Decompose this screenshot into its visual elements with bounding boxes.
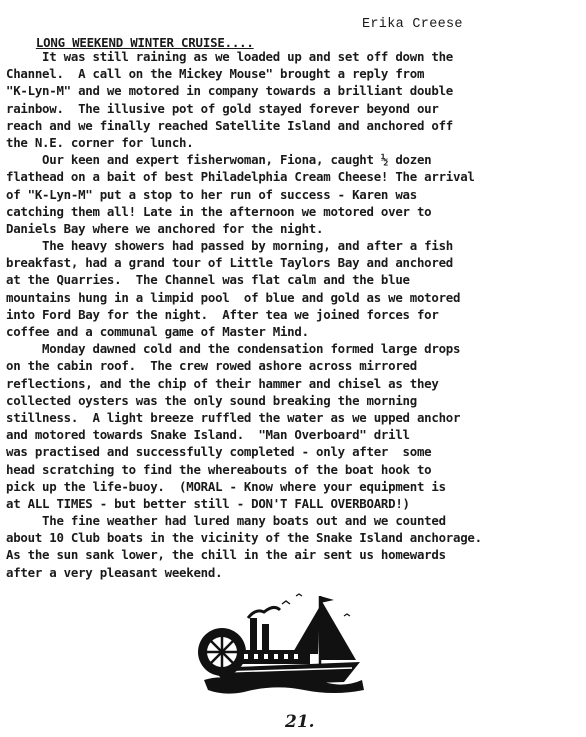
article-line: of "K-Lyn-M" put a stop to her run of success - Karen was bbox=[6, 186, 417, 202]
article-line: pick up the life-buoy. (MORAL - Know where your equipment is bbox=[6, 478, 446, 494]
page-number: 21. bbox=[285, 712, 315, 732]
article-line: on the cabin roof. The crew rowed ashore across mirrored bbox=[6, 358, 417, 374]
article-line: after a very pleasant weekend. bbox=[6, 564, 223, 580]
article-line: The heavy showers had passed by morning, and after a fish bbox=[6, 238, 454, 254]
article-line: mountains hung in a limpid pool of blue and gold as we motored bbox=[6, 289, 461, 305]
sailing-ship-icon bbox=[184, 590, 384, 705]
article-line: reflections, and the chip of their hammer and chisel as they bbox=[6, 375, 439, 391]
article-line: Monday dawned cold and the condensation formed large drops bbox=[6, 341, 461, 357]
article-line: flathead on a bait of best Philadelphia Cream Cheese! The arrival bbox=[6, 169, 475, 185]
article-line: It was still raining as we loaded up and set off down the bbox=[6, 49, 454, 64]
article-line: was practised and successfully completed - only after some bbox=[6, 444, 432, 460]
article-title: LONG WEEKEND WINTER CRUISE.... bbox=[35, 35, 254, 50]
article-line: catching them all! Late in the afternoon we motored over to bbox=[6, 203, 432, 219]
article-line: head scratching to find the whereabouts of the boat hook to bbox=[6, 461, 432, 477]
article-body bbox=[6, 48, 581, 581]
article-line: Channel. A call on the Mickey Mouse" brought a reply from bbox=[6, 66, 425, 82]
article-line: As the sun sank lower, the chill in the air sent us homewards bbox=[6, 547, 446, 563]
article-author: Erika Creese bbox=[362, 17, 463, 32]
article-line: into Ford Bay for the night. After tea we joined forces for bbox=[6, 306, 439, 322]
article-line: and motored towards Snake Island. "Man Overboard" drill bbox=[6, 427, 410, 443]
article-line: "K-Lyn-M" and we motored in company towards a brilliant double bbox=[6, 83, 454, 99]
article-line: collected oysters was the only sound breaking the morning bbox=[6, 392, 417, 408]
article-line: reach and we finally reached Satellite Island and anchored off bbox=[6, 117, 454, 133]
article-line: Our keen and expert fisherwoman, Fiona, caught ½ dozen bbox=[6, 152, 432, 168]
article-line: breakfast, had a grand tour of Little Taylors Bay and anchored bbox=[6, 255, 454, 271]
article-line: The fine weather had lured many boats out and we counted bbox=[6, 513, 446, 529]
article-line: at ALL TIMES - but better still - DON'T FALL OVERBOARD!) bbox=[6, 495, 410, 511]
article-line: coffee and a communal game of Master Mind. bbox=[6, 324, 309, 339]
article-line: about 10 Club boats in the vicinity of the Snake Island anchorage. bbox=[6, 530, 482, 546]
article-line: the N.E. corner for lunch. bbox=[6, 134, 194, 150]
article-line: Daniels Bay where we anchored for the night. bbox=[6, 220, 324, 236]
article-line: rainbow. The illusive pot of gold stayed forever beyond our bbox=[6, 100, 439, 116]
article-line: stillness. A light breeze ruffled the water as we upped anchor bbox=[6, 409, 461, 425]
article-line: at the Quarries. The Channel was flat calm and the blue bbox=[6, 272, 410, 288]
